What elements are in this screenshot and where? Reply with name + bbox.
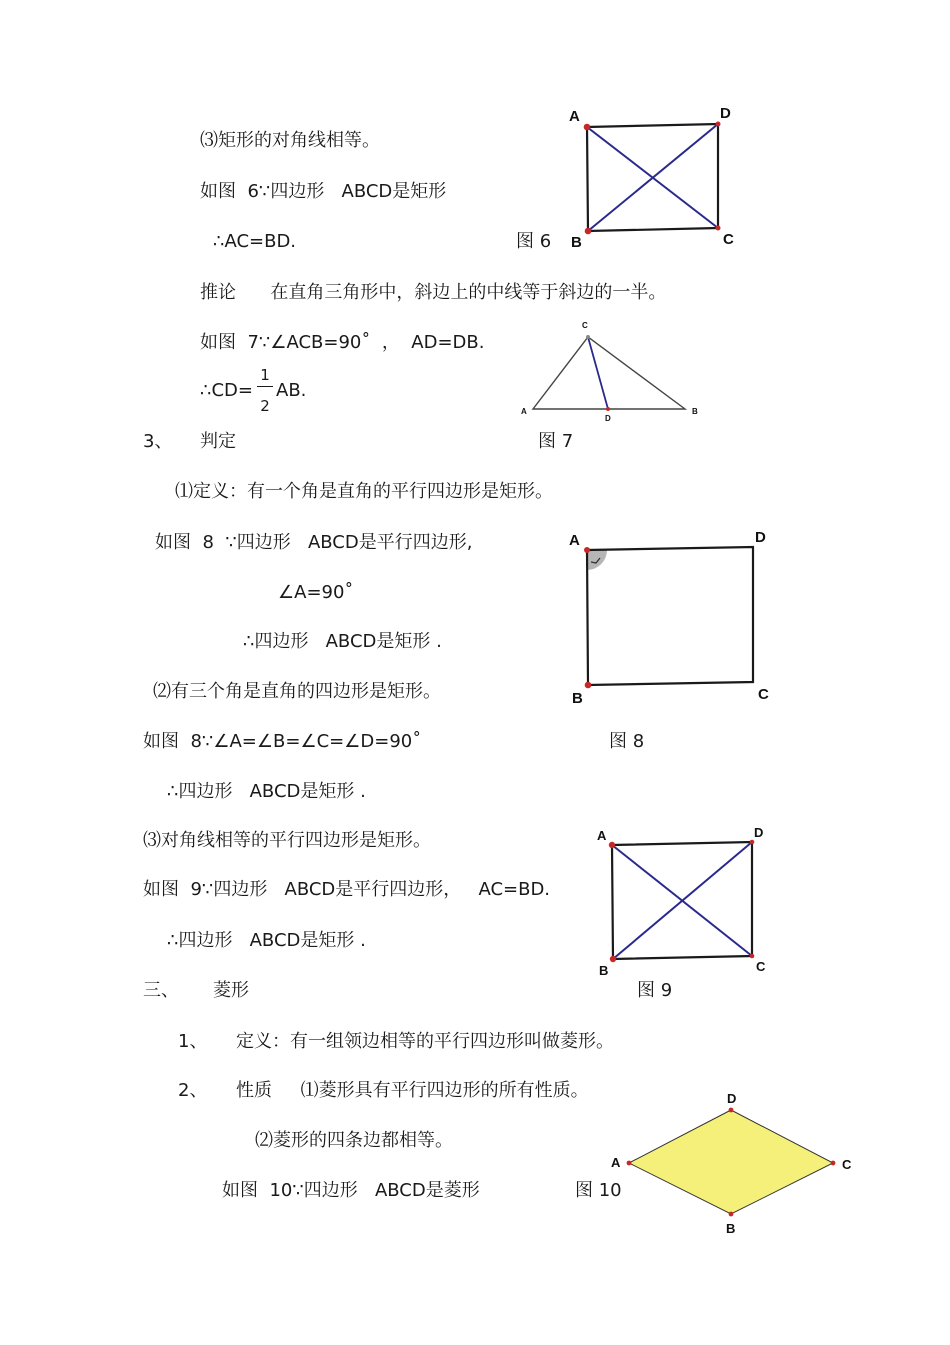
text-line-12: ⑵有三个角是直角的四边形是矩形。 [153, 681, 441, 702]
fig7-label-d: D [605, 414, 611, 423]
text-line-19: 定义：有一组领边相等的平行四边形叫做菱形。 [236, 1031, 614, 1052]
fig10-label-b: B [726, 1221, 736, 1236]
fig9-label-b: B [599, 963, 609, 978]
section-title-rhombus: 菱形 [213, 980, 249, 1001]
fig7-label-c: C [582, 321, 588, 330]
text-line-17: ∴四边形 ABCD是矩形 . [167, 930, 366, 951]
fig7-caption: 图 7 [538, 431, 574, 452]
text-line-15: ⑶对角线相等的平行四边形是矩形。 [143, 830, 431, 851]
text-line-8: ⑴定义：有一个角是直角的平行四边形是矩形。 [175, 481, 553, 502]
section-number-3: 3、 [143, 431, 173, 452]
text-line-6b: AB. [276, 380, 307, 401]
text-line-1: ⑶矩形的对角线相等。 [200, 130, 380, 151]
fig8-label-d: D [755, 529, 766, 546]
text-line-3: ∴AC=BD. [213, 231, 297, 252]
text-line-21: ⑵菱形的四条边都相等。 [255, 1130, 453, 1151]
fig7-label-b: B [692, 407, 698, 416]
text-line-6a: ∴CD= [200, 380, 253, 401]
fig9-label-d: D [754, 825, 764, 840]
text-line-11: ∴四边形 ABCD是矩形 . [243, 631, 442, 652]
text-line-14: ∴四边形 ABCD是矩形 . [167, 781, 366, 802]
fig9-label-c: C [756, 959, 766, 974]
item-number-1: 1、 [178, 1031, 208, 1052]
text-line-5: 如图 7∵∠ACB=90˚ ， AD=DB. [200, 332, 485, 353]
section-number-three: 三、 [143, 980, 179, 1001]
fig8-rectangle-diagram [560, 525, 780, 710]
fig8-label-c: C [758, 686, 769, 703]
fig8-caption: 图 8 [609, 731, 645, 752]
fig10-label-c: C [842, 1157, 852, 1172]
fig8-label-a: A [569, 532, 580, 549]
fraction-denominator: 2 [260, 397, 270, 415]
fig6-caption: 图 6 [516, 231, 552, 252]
section-title-judgement: 判定 [200, 431, 236, 452]
fig9-caption: 图 9 [637, 980, 673, 1001]
fig10-label-d: D [727, 1091, 737, 1106]
item-number-2: 2、 [178, 1080, 208, 1101]
fraction-numerator: 1 [260, 366, 270, 384]
fig6-label-d: D [720, 105, 731, 122]
fig7-label-a: A [521, 407, 527, 416]
fig10-rhombus-diagram [600, 1088, 870, 1238]
fig6-label-c: C [723, 231, 734, 248]
fig9-label-a: A [597, 828, 607, 843]
fig8-label-b: B [572, 690, 583, 707]
text-line-4: 推论 在直角三角形中，斜边上的中线等于斜边的一半。 [200, 282, 667, 303]
fraction-bar [257, 386, 273, 387]
text-line-20: 性质 ⑴菱形具有平行四边形的所有性质。 [236, 1080, 589, 1101]
fig6-label-b: B [571, 234, 582, 251]
text-line-10: ∠A=90˚ [278, 582, 354, 603]
fig7-triangle-diagram [515, 315, 705, 425]
fig9-rectangle-diagram [590, 820, 780, 980]
fig6-label-a: A [569, 108, 580, 125]
fig6-rectangle-diagram [560, 100, 750, 255]
text-line-9: 如图 8 ∵四边形 ABCD是平行四边形, [155, 532, 473, 553]
text-line-22: 如图 10∵四边形 ABCD是菱形 [222, 1180, 480, 1201]
fig10-label-a: A [611, 1155, 621, 1170]
fig10-caption: 图 10 [575, 1180, 622, 1201]
text-line-13: 如图 8∵∠A=∠B=∠C=∠D=90˚ [143, 731, 422, 752]
text-line-16: 如图 9∵四边形 ABCD是平行四边形， AC=BD. [143, 879, 551, 900]
text-line-2: 如图 6∵四边形 ABCD是矩形 [200, 181, 447, 202]
